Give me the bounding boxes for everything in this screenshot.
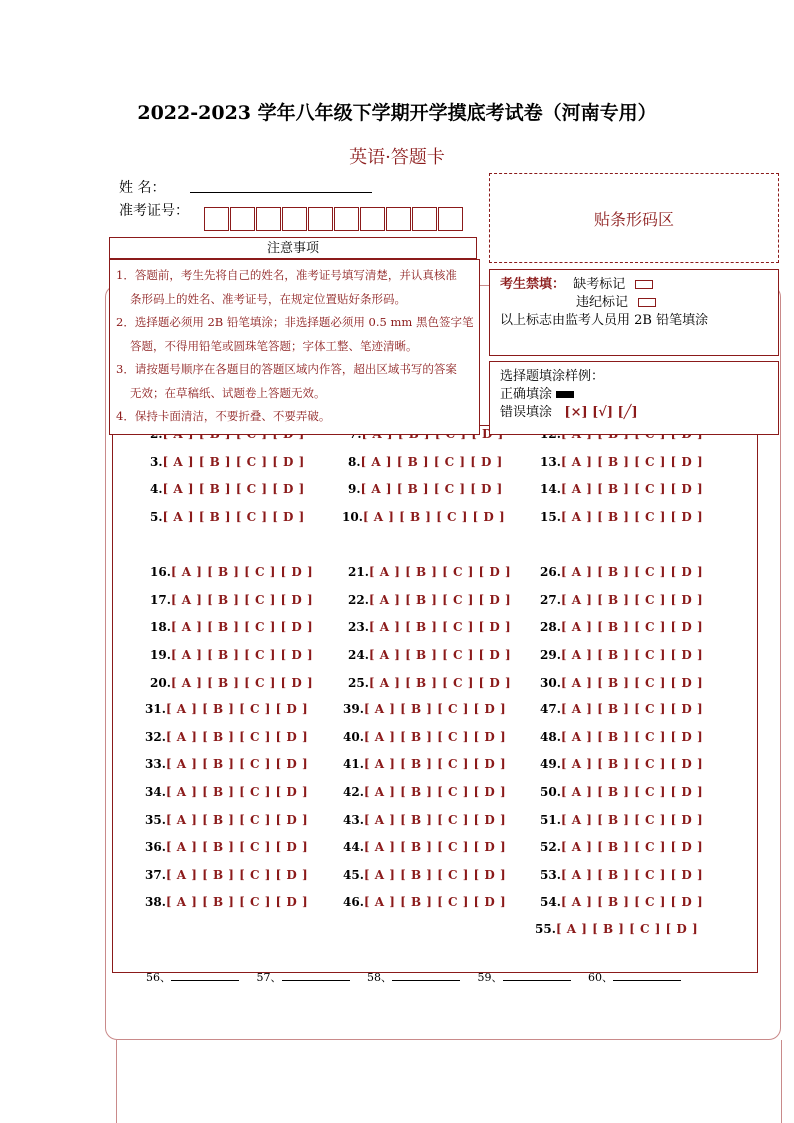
fill-blank-num: 60、 [588, 971, 613, 984]
question-number: 26. [540, 565, 561, 579]
barcode-area [489, 173, 779, 263]
question-33[interactable] [145, 785, 308, 799]
id-digit-box[interactable] [204, 207, 229, 231]
question-number: 44. [343, 840, 364, 854]
question-39[interactable] [145, 840, 308, 854]
question-number: 17. [150, 593, 171, 607]
question-number: 39. [343, 702, 364, 716]
question-number: 14. [540, 482, 561, 496]
answer-options[interactable]: [ A ] [ B ] [ C ] [ D ] [170, 620, 314, 634]
question-25[interactable] [343, 702, 506, 716]
notice-header: 注意事项 [109, 237, 477, 259]
wrong-fill-samples: [×] [√] [╱] [564, 405, 638, 420]
question-number: 28. [540, 620, 561, 634]
exam-title: 2022-2023 学年八年级下学期开学摸底考试卷（河南专用） [137, 102, 657, 124]
question-5[interactable] [540, 482, 703, 496]
question-47[interactable] [540, 895, 703, 909]
violation-mark-box[interactable] [638, 298, 656, 307]
id-digit-box[interactable] [438, 207, 463, 231]
question-number: 41. [343, 757, 364, 771]
question-number: 24. [348, 648, 369, 662]
question-36[interactable] [145, 813, 308, 827]
fill-blank-line[interactable] [613, 980, 681, 981]
fill-blank-num: 56、 [146, 971, 171, 984]
question-7[interactable] [342, 510, 505, 524]
question-number: 50. [540, 785, 561, 799]
question-23[interactable] [540, 676, 703, 690]
question-2[interactable] [540, 455, 703, 469]
answer-options[interactable]: [ A ] [ B ] [ C ] [ D ] [560, 840, 704, 854]
question-number: 32. [145, 730, 166, 744]
question-17[interactable] [540, 620, 703, 634]
question-number: 15. [540, 510, 561, 524]
question-number: 13. [540, 455, 561, 469]
question-6[interactable] [150, 510, 305, 524]
question-number: 8. [348, 455, 361, 469]
question-31[interactable] [343, 757, 506, 771]
question-27[interactable] [145, 730, 308, 744]
question-number: 5. [150, 510, 163, 524]
absent-mark-box[interactable] [635, 280, 653, 289]
question-11[interactable] [540, 565, 703, 579]
question-number: 36. [145, 840, 166, 854]
answer-options[interactable]: [ A ] [ B ] [ C ] [ D ] [560, 868, 704, 882]
answer-options[interactable]: [ A ] [ B ] [ C ] [ D ] [165, 730, 309, 744]
question-number: 46. [343, 895, 364, 909]
id-label: 准考证号： [119, 203, 189, 219]
id-digit-box[interactable] [308, 207, 333, 231]
question-4[interactable] [348, 482, 503, 496]
answer-options[interactable]: [ A ] [ B ] [ C ] [ D ] [363, 785, 507, 799]
notice-item: 答题，不得用铅笔或圆珠笔答题；字体工整、笔迹清晰。 [130, 338, 418, 353]
answer-options[interactable]: [ A ] [ B ] [ C ] [ D ] [170, 593, 314, 607]
question-38[interactable] [540, 813, 703, 827]
answer-options[interactable]: [ A ] [ B ] [ C ] [ D ] [363, 895, 507, 909]
question-number: 54. [540, 895, 561, 909]
answer-options[interactable]: [ A ] [ B ] [ C ] [ D ] [560, 620, 704, 634]
question-43[interactable] [343, 868, 506, 882]
notice-item: 3．请按题号顺序在各题目的答题区域内作答，超出区域书写的答案 [116, 362, 457, 376]
question-22[interactable] [348, 676, 511, 690]
question-12[interactable] [150, 593, 313, 607]
question-15[interactable] [150, 620, 313, 634]
taboo-label: 考生禁填： [500, 277, 566, 292]
name-field[interactable] [190, 192, 372, 193]
question-number: 35. [145, 813, 166, 827]
answer-options[interactable]: [ A ] [ B ] [ C ] [ D ] [363, 840, 507, 854]
question-1[interactable] [348, 455, 503, 469]
answer-options[interactable]: [ A ] [ B ] [ C ] [ D ] [162, 482, 305, 496]
choice-answer-area [112, 425, 758, 973]
answer-options[interactable]: [ A ] [ B ] [ C ] [ D ] [560, 730, 704, 744]
fill-sample-box [489, 361, 779, 435]
answer-options[interactable]: [ A ] [ B ] [ C ] [ D ] [555, 922, 699, 936]
correct-fill-label: 正确填涂 [500, 387, 553, 402]
answer-options[interactable]: [ A ] [ B ] [ C ] [ D ] [165, 757, 309, 771]
question-number: 29. [540, 648, 561, 662]
answer-options[interactable]: [ A ] [ B ] [ C ] [ D ] [368, 620, 512, 634]
question-number: 18. [150, 620, 171, 634]
notice-item: 1．答题前，考生先将自己的姓名，准考证号填写清楚，并认真核准 [116, 268, 457, 282]
answer-options[interactable]: [ A ] [ B ] [ C ] [ D ] [560, 702, 704, 716]
question-19[interactable] [348, 648, 511, 662]
fill-sample-label: 选择题填涂样例： [500, 369, 605, 384]
answer-options[interactable]: [ A ] [ B ] [ C ] [ D ] [560, 895, 704, 909]
fill-blank-num: 59、 [477, 971, 503, 984]
id-digit-box[interactable] [282, 207, 307, 231]
question-number: 25. [348, 676, 369, 690]
answer-options[interactable]: [ A ] [ B ] [ C ] [ D ] [363, 757, 507, 771]
notice-box [109, 259, 480, 435]
question-28[interactable] [343, 730, 506, 744]
question-40[interactable] [343, 840, 506, 854]
answer-options[interactable]: [ A ] [ B ] [ C ] [ D ] [360, 482, 503, 496]
wrong-fill-label: 错误填涂 [500, 405, 553, 420]
question-41[interactable] [540, 840, 703, 854]
answer-options[interactable]: [ A ] [ B ] [ C ] [ D ] [165, 813, 309, 827]
question-number: 34. [145, 785, 166, 799]
question-number: 16. [150, 565, 171, 579]
question-7[interactable]: D [482, 427, 493, 441]
question-8[interactable] [540, 510, 703, 524]
question-number: 45. [343, 868, 364, 882]
id-digit-box[interactable] [386, 207, 411, 231]
fill-blank-line[interactable] [392, 980, 460, 981]
question-35[interactable] [540, 785, 703, 799]
question-number: 31. [145, 702, 166, 716]
question-number: 3. [150, 455, 163, 469]
notice-item: 2．选择题必须用 2B 铅笔填涂；非选择题必须用 0.5 mm 黑色签字笔 [116, 315, 474, 329]
question-48[interactable] [535, 922, 698, 936]
answer-options[interactable]: [ A ] [ B ] [ C ] [ D ] [560, 813, 704, 827]
question-45[interactable] [145, 895, 308, 909]
answer-options[interactable]: [ A ] [ B ] [ C ] [ D ] [368, 565, 512, 579]
violation-label: 违纪标记 [576, 295, 629, 310]
answer-options[interactable]: [ A ] [ B ] [ C ] [ D ] [165, 785, 309, 799]
question-number: 43. [343, 813, 364, 827]
answer-options[interactable]: [ A ] [ B ] [ C ] [ D ] [560, 676, 704, 690]
answer-options[interactable]: [ A ] [ B ] [ C ] [ D ] [560, 482, 704, 496]
question-number: 48. [540, 730, 561, 744]
correct-fill-sample [556, 391, 574, 398]
notice-item: 条形码上的姓名、准考证号，在规定位置贴好条形码。 [130, 291, 406, 306]
taboo-note: 以上标志由监考人员用 2B 铅笔填涂 [500, 313, 709, 328]
fill-blank-num: 57、 [256, 971, 282, 984]
question-number: 40. [343, 730, 364, 744]
question-number: 53. [540, 868, 561, 882]
answer-options[interactable]: [ A ] [ B ] [ C ] [ D ] [560, 510, 704, 524]
question-20[interactable] [540, 648, 703, 662]
question-number: 37. [145, 868, 166, 882]
question-46[interactable] [343, 895, 506, 909]
question-30[interactable] [145, 757, 308, 771]
question-26[interactable] [540, 702, 703, 716]
question-number: 27. [540, 593, 561, 607]
question-42[interactable] [145, 868, 308, 882]
question-13[interactable] [348, 593, 511, 607]
answer-options[interactable]: [ A ] [ B ] [ C ] [ D ] [165, 702, 309, 716]
answer-options[interactable]: [ A ] [ B ] [ C ] [ D ] [560, 648, 704, 662]
answer-options[interactable]: [ A ] [ B ] [ C ] [ D ] [170, 648, 314, 662]
fill-blank-row [146, 969, 695, 985]
question-number: 20. [150, 676, 171, 690]
question-21[interactable] [150, 676, 313, 690]
question-9[interactable] [150, 565, 313, 579]
notice-item: 无效；在草稿纸、试题卷上答题无效。 [130, 385, 326, 400]
answer-options[interactable]: [ A ] [ B ] [ C ] [ D ] [363, 730, 507, 744]
answer-options[interactable]: [ A ] [ B ] [ C ] [ D ] [162, 510, 305, 524]
answer-options[interactable]: [ A ] [ B ] [ C ] [ D ] [363, 702, 507, 716]
question-number: 49. [540, 757, 561, 771]
answer-options[interactable]: [ A ] [ B ] [ C ] [ D ] [368, 593, 512, 607]
answer-options[interactable]: [ A ] [ B ] [ C ] [ D ] [363, 813, 507, 827]
question-number: 52. [540, 840, 561, 854]
exam-taboo-box [489, 269, 779, 356]
question-18[interactable] [150, 648, 313, 662]
answer-options[interactable]: [ A ] [ B ] [ C ] [ D ] [560, 757, 704, 771]
answer-options[interactable]: [ A ] [ B ] [ C ] [ D ] [368, 648, 512, 662]
question-number: 33. [145, 757, 166, 771]
answer-options[interactable]: [ A ] [ B ] [ C ] [ D ] [363, 868, 507, 882]
question-29[interactable] [540, 730, 703, 744]
fill-blank-line[interactable] [171, 980, 239, 981]
name-label: 姓 名： [119, 180, 166, 196]
fill-blank-num: 58、 [367, 971, 392, 984]
question-24[interactable] [145, 702, 308, 716]
fill-blank-line[interactable] [282, 980, 350, 981]
notice-item: 4．保持卡面清洁，不要折叠、不要弄破。 [116, 409, 331, 423]
absent-label: 缺考标记 [573, 277, 626, 292]
id-digit-box[interactable] [334, 207, 359, 231]
answer-options[interactable]: [ A ] [ B ] [ C ] [ D ] [170, 565, 314, 579]
id-digit-box[interactable] [360, 207, 385, 231]
sheet-subtitle: 英语·答题卡 [349, 147, 445, 168]
question-number: 51. [540, 813, 561, 827]
question-number: 55. [535, 922, 556, 936]
question-number: 19. [150, 648, 171, 662]
question-number: 38. [145, 895, 166, 909]
question-number: 10. [342, 510, 363, 524]
answer-options[interactable]: [ A ] [ B ] [ C ] [ D ] [560, 593, 704, 607]
answer-options[interactable]: [ A ] [ B ] [ C ] [ D ] [165, 840, 309, 854]
question-0[interactable] [150, 455, 305, 469]
question-44[interactable] [540, 868, 703, 882]
question-number: 23. [348, 620, 369, 634]
id-digit-box[interactable] [412, 207, 437, 231]
question-10[interactable] [348, 565, 511, 579]
answer-options[interactable]: [ A ] [ B ] [ C ] [ D ] [368, 676, 512, 690]
answer-options[interactable]: [ A ] [ B ] [ C ] [ D ] [165, 868, 309, 882]
question-number: 4. [150, 482, 163, 496]
question-number: 9. [348, 482, 361, 496]
answer-options[interactable]: [ A ] [ B ] [ C ] [ D ] [360, 455, 503, 469]
answer-options[interactable]: [ A ] [ B ] [ C ] [ D ] [165, 895, 309, 909]
question-number: 21. [348, 565, 369, 579]
page-side-lines [116, 1040, 782, 1123]
question-3[interactable] [150, 482, 305, 496]
answer-options[interactable]: [ A ] [ B ] [ C ] [ D ] [170, 676, 314, 690]
id-digit-box[interactable] [256, 207, 281, 231]
id-digit-box[interactable] [230, 207, 255, 231]
answer-options[interactable]: [ A ] [ B ] [ C ] [ D ] [560, 565, 704, 579]
question-number: 47. [540, 702, 561, 716]
barcode-label: 贴条形码区 [593, 209, 674, 229]
answer-options[interactable]: [ A ] [ B ] [ C ] [ D ] [362, 510, 506, 524]
question-37[interactable] [343, 813, 506, 827]
fill-blank-line[interactable] [503, 980, 571, 981]
answer-options[interactable]: [ A ] [ B ] [ C ] [ D ] [162, 455, 305, 469]
question-34[interactable] [343, 785, 506, 799]
question-number: 30. [540, 676, 561, 690]
question-number: 42. [343, 785, 364, 799]
answer-options[interactable]: [ A ] [ B ] [ C ] [ D ] [560, 785, 704, 799]
question-14[interactable] [540, 593, 703, 607]
question-number: 22. [348, 593, 369, 607]
question-16[interactable] [348, 620, 511, 634]
question-32[interactable] [540, 757, 703, 771]
answer-options[interactable]: [ A ] [ B ] [ C ] [ D ] [560, 455, 704, 469]
